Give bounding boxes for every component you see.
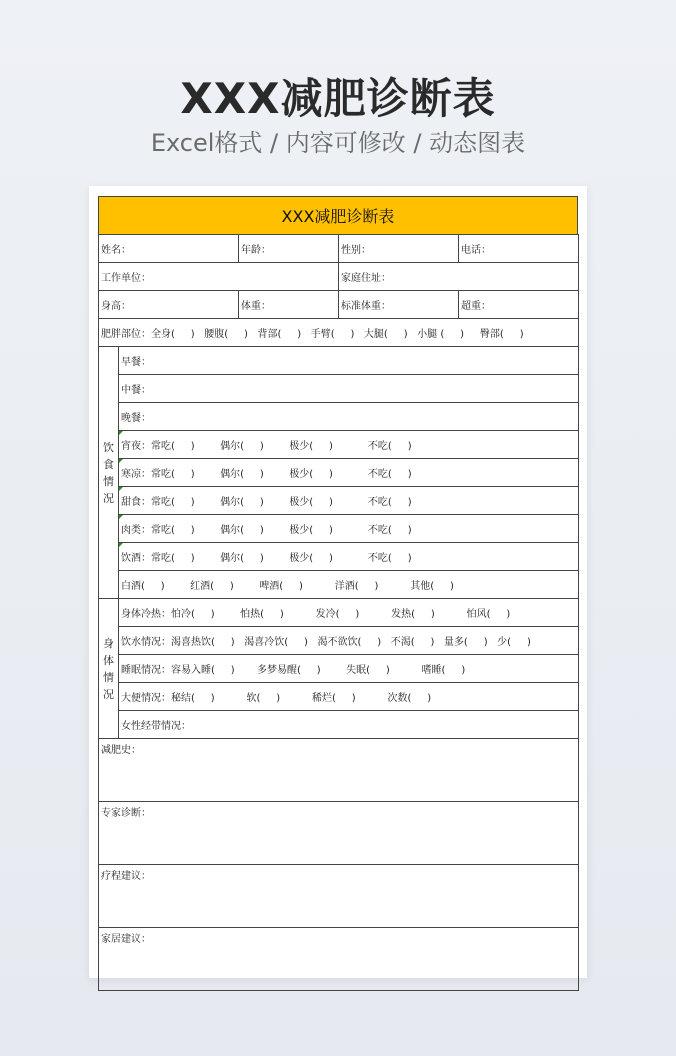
treatment-advice-field[interactable]: 疗程建议： <box>99 865 579 928</box>
table-row <box>99 459 579 487</box>
standard-weight-field[interactable]: 标准体重： <box>339 291 459 319</box>
table-row <box>99 263 579 291</box>
sleep-field[interactable]: 睡眠情况：容易入睡( ) 多梦易醒( ) 失眠( ) 嗜睡( ) <box>119 655 579 683</box>
table-row <box>99 543 579 571</box>
table-row <box>99 599 579 627</box>
hero-subtitle: Excel格式 / 内容可修改 / 动态图表 <box>150 129 526 157</box>
table-row <box>99 515 579 543</box>
meat-field[interactable]: 肉类：常吃( ) 偶尔( ) 极少( ) 不吃( ) <box>119 515 579 543</box>
table-row <box>99 403 579 431</box>
table-row <box>99 928 579 991</box>
water-intake-field[interactable]: 饮水情况：渴喜热饮( ) 渴喜冷饮( ) 渴不欲饮( ) 不渴( ) 量多( ) 少( ) <box>119 627 579 655</box>
table-row <box>99 347 579 375</box>
bowel-field[interactable]: 大便情况：秘结( ) 软( ) 稀烂( ) 次数( ) <box>119 683 579 711</box>
age-field[interactable]: 年龄： <box>239 235 339 263</box>
table-row <box>99 431 579 459</box>
table-row <box>99 627 579 655</box>
female-cycle-field[interactable]: 女性经带情况： <box>119 711 579 739</box>
form-table <box>98 234 579 991</box>
weight-loss-history-field[interactable]: 减肥史： <box>99 739 579 802</box>
late-snack-field[interactable]: 宵夜：常吃( ) 偶尔( ) 极少( ) 不吃( ) <box>119 431 579 459</box>
drink-types-field[interactable]: 白酒( ) 红酒( ) 啤酒( ) 洋酒( ) 其他( ) <box>119 571 579 599</box>
home-advice-field[interactable]: 家居建议： <box>99 928 579 991</box>
table-row <box>99 571 579 599</box>
fat-parts-field[interactable]: 肥胖部位：全身( ) 腰腹( ) 背部( ) 手臂( ) 大腿( ) 小腿 ( ) 臀部( ) <box>99 319 579 347</box>
alcohol-field[interactable]: 饮酒：常吃( ) 偶尔( ) 极少( ) 不吃( ) <box>119 543 579 571</box>
breakfast-field[interactable]: 早餐： <box>119 347 579 375</box>
expert-diagnosis-field[interactable]: 专家诊断： <box>99 802 579 865</box>
table-row <box>99 683 579 711</box>
body-temperature-field[interactable]: 身体冷热：怕冷( ) 怕热( ) 发冷( ) 发热( ) 怕风( ) <box>119 599 579 627</box>
dinner-field[interactable]: 晚餐： <box>119 403 579 431</box>
cold-food-field[interactable]: 寒凉：常吃( ) 偶尔( ) 极少( ) 不吃( ) <box>119 459 579 487</box>
diagnosis-form <box>98 196 578 991</box>
table-row <box>99 487 579 515</box>
table-row <box>99 319 579 347</box>
home-address-field[interactable]: 家庭住址： <box>339 263 579 291</box>
sweets-field[interactable]: 甜食：常吃( ) 偶尔( ) 极少( ) 不吃( ) <box>119 487 579 515</box>
diet-section-label: 饮食情况 <box>99 347 119 599</box>
table-row <box>99 291 579 319</box>
body-section-label: 身体情况 <box>99 599 119 739</box>
work-unit-field[interactable]: 工作单位： <box>99 263 339 291</box>
phone-field[interactable]: 电话： <box>459 235 579 263</box>
table-row <box>99 802 579 865</box>
table-row <box>99 375 579 403</box>
gender-field[interactable]: 性别： <box>339 235 459 263</box>
form-sheet <box>89 186 587 978</box>
lunch-field[interactable]: 中餐： <box>119 375 579 403</box>
height-field[interactable]: 身高： <box>99 291 239 319</box>
weight-field[interactable]: 体重： <box>239 291 339 319</box>
name-field[interactable]: 姓名： <box>99 235 239 263</box>
form-title: XXX减肥诊断表 <box>98 196 578 234</box>
table-row <box>99 655 579 683</box>
hero-title: XXX减肥诊断表 <box>180 74 496 123</box>
table-row <box>99 235 579 263</box>
overweight-field[interactable]: 超重： <box>459 291 579 319</box>
table-row <box>99 711 579 739</box>
table-row <box>99 739 579 802</box>
table-row <box>99 865 579 928</box>
